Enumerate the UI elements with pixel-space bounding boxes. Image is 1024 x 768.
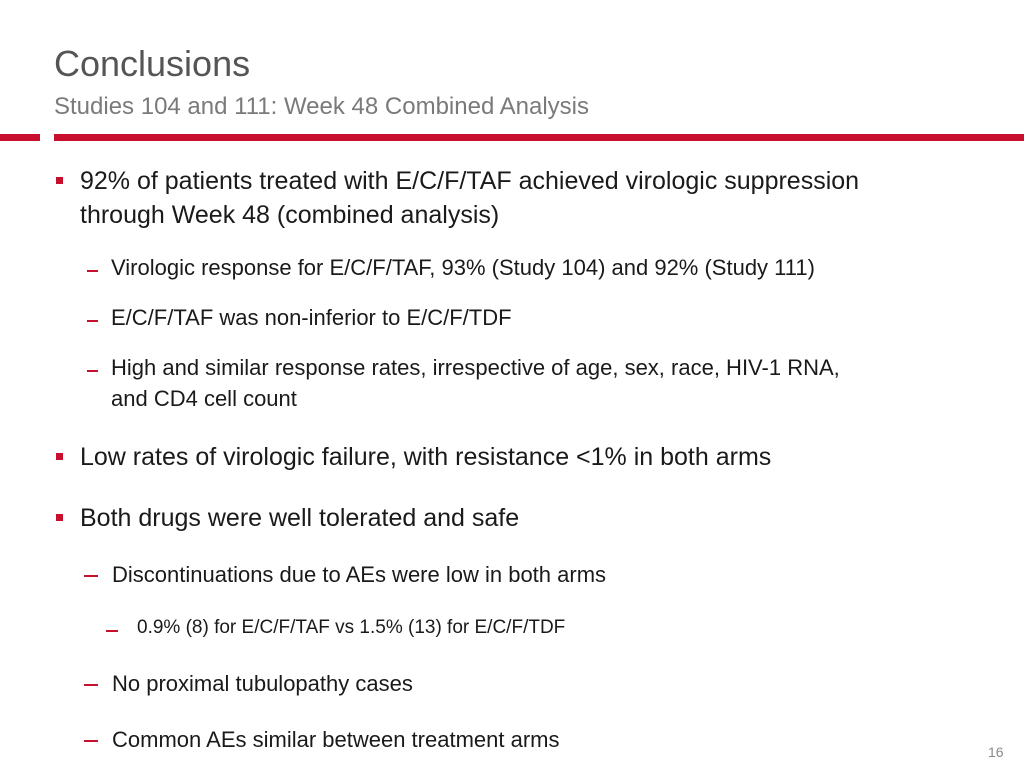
- page-number: 16: [988, 744, 1004, 760]
- bullet-3-sub-3: Common AEs similar between treatment arms: [112, 727, 560, 752]
- bullet-1-line-1: 92% of patients treated with E/C/F/TAF achieved virologic suppression: [80, 167, 860, 195]
- title-rule: [54, 134, 1024, 141]
- sub-bullet-dash: [87, 370, 98, 372]
- bullet-marker: [56, 453, 63, 460]
- bullet-3-sub-1-detail: 0.9% (8) for E/C/F/TAF vs 1.5% (13) for E/C/F/TDF: [137, 617, 566, 638]
- bullet-2: Low rates of virologic failure, with resistance <1% in both arms: [80, 443, 772, 471]
- slide-title: Conclusions: [54, 43, 251, 84]
- sub-bullet-dash: [84, 684, 98, 686]
- bullet-3: Both drugs were well tolerated and safe: [80, 504, 520, 532]
- title-rule-left: [0, 134, 40, 141]
- bullet-3-sub-2: No proximal tubulopathy cases: [112, 671, 413, 696]
- bullet-1-sub-3-line-2: and CD4 cell count: [111, 386, 297, 411]
- sub-bullet-dash: [84, 575, 98, 577]
- bullet-1-line-2: through Week 48 (combined analysis): [80, 201, 500, 229]
- sub-sub-bullet-dash: [106, 630, 118, 632]
- sub-bullet-dash: [87, 270, 98, 272]
- bullet-3-sub-1: Discontinuations due to AEs were low in both arms: [112, 562, 607, 587]
- bullet-1-sub-2: E/C/F/TAF was non-inferior to E/C/F/TDF: [111, 305, 512, 330]
- bullet-1-sub-1: Virologic response for E/C/F/TAF, 93% (Study 104) and 92% (Study 111): [111, 255, 815, 280]
- sub-bullet-dash: [87, 320, 98, 322]
- slide-subtitle: Studies 104 and 111: Week 48 Combined Analysis: [54, 93, 590, 120]
- sub-bullet-dash: [84, 740, 98, 742]
- bullet-1-sub-3-line-1: High and similar response rates, irrespective of age, sex, race, HIV-1 RNA,: [111, 355, 840, 380]
- bullet-marker: [56, 514, 63, 521]
- bullet-marker: [56, 177, 63, 184]
